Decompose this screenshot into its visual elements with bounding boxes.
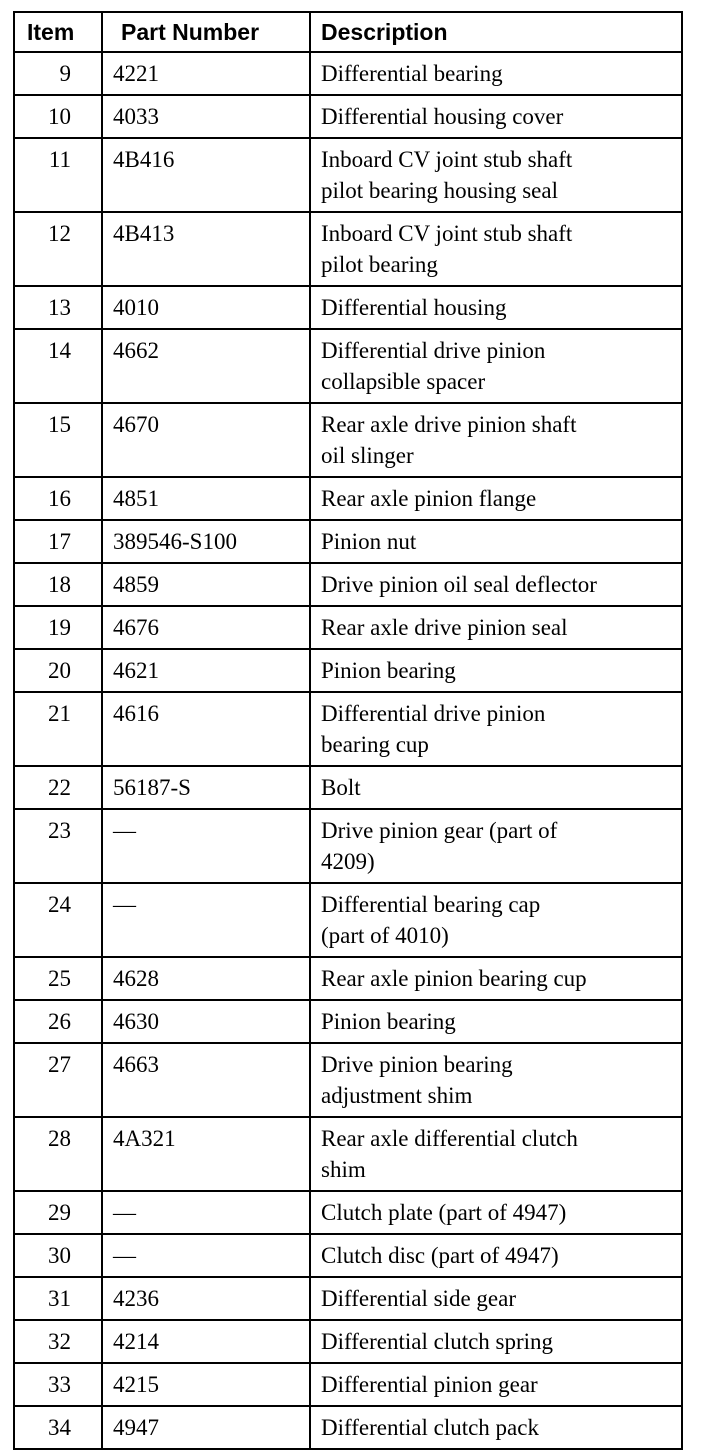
description-cell: Differential clutch spring xyxy=(310,1320,682,1363)
description-cell: Differential clutch pack xyxy=(310,1406,682,1449)
item-number-cell: 23 xyxy=(14,809,102,883)
column-header-item: Item xyxy=(14,12,102,52)
table-row xyxy=(14,1000,682,1043)
part-number-cell: — xyxy=(102,1234,310,1277)
description-cell: Pinion bearing xyxy=(310,649,682,692)
table-row xyxy=(14,212,682,286)
item-number-cell: 10 xyxy=(14,95,102,138)
part-number-cell: 4630 xyxy=(102,1000,310,1043)
description-cell: Drive pinion gear (part of 4209) xyxy=(310,809,682,883)
part-number-cell: 4616 xyxy=(102,692,310,766)
item-number-cell: 22 xyxy=(14,766,102,809)
item-number-cell: 21 xyxy=(14,692,102,766)
table-row xyxy=(14,957,682,1000)
table-row xyxy=(14,883,682,957)
part-number-cell: 4663 xyxy=(102,1043,310,1117)
description-cell: Differential housing xyxy=(310,286,682,329)
description-cell: Rear axle drive pinion shaft oil slinger xyxy=(310,403,682,477)
table-body xyxy=(14,52,682,1449)
table-row xyxy=(14,692,682,766)
part-number-cell: 4010 xyxy=(102,286,310,329)
part-number-cell: 4662 xyxy=(102,329,310,403)
description-cell: Rear axle pinion flange xyxy=(310,477,682,520)
description-cell: Differential side gear xyxy=(310,1277,682,1320)
description-cell: Pinion nut xyxy=(310,520,682,563)
item-number-cell: 11 xyxy=(14,138,102,212)
item-number-cell: 12 xyxy=(14,212,102,286)
description-cell: Rear axle differential clutch shim xyxy=(310,1117,682,1191)
item-number-cell: 26 xyxy=(14,1000,102,1043)
item-number-cell: 32 xyxy=(14,1320,102,1363)
table-row xyxy=(14,52,682,95)
part-number-cell: 4676 xyxy=(102,606,310,649)
item-number-cell: 14 xyxy=(14,329,102,403)
part-number-cell: 4670 xyxy=(102,403,310,477)
table-row xyxy=(14,95,682,138)
part-number-cell: 4851 xyxy=(102,477,310,520)
table-row xyxy=(14,1117,682,1191)
description-cell: Bolt xyxy=(310,766,682,809)
description-cell: Inboard CV joint stub shaft pilot bearing xyxy=(310,212,682,286)
part-number-cell: 4947 xyxy=(102,1406,310,1449)
item-number-cell: 9 xyxy=(14,52,102,95)
column-header-part-number: Part Number xyxy=(102,12,310,52)
part-number-cell: 56187-S xyxy=(102,766,310,809)
table-row xyxy=(14,1043,682,1117)
item-number-cell: 15 xyxy=(14,403,102,477)
item-number-cell: 19 xyxy=(14,606,102,649)
item-number-cell: 27 xyxy=(14,1043,102,1117)
table-row xyxy=(14,1320,682,1363)
table-row xyxy=(14,138,682,212)
description-cell: Inboard CV joint stub shaft pilot bearing housing seal xyxy=(310,138,682,212)
item-number-cell: 18 xyxy=(14,563,102,606)
part-number-cell: — xyxy=(102,883,310,957)
item-number-cell: 33 xyxy=(14,1363,102,1406)
table-row xyxy=(14,403,682,477)
item-number-cell: 17 xyxy=(14,520,102,563)
description-cell: Pinion bearing xyxy=(310,1000,682,1043)
description-cell: Drive pinion oil seal deflector xyxy=(310,563,682,606)
table-row xyxy=(14,1191,682,1234)
description-cell: Differential drive pinion collapsible spacer xyxy=(310,329,682,403)
table-row xyxy=(14,563,682,606)
item-number-cell: 31 xyxy=(14,1277,102,1320)
part-number-cell: 4033 xyxy=(102,95,310,138)
parts-table xyxy=(13,11,683,1450)
description-cell: Clutch disc (part of 4947) xyxy=(310,1234,682,1277)
table-row xyxy=(14,520,682,563)
part-number-cell: 4221 xyxy=(102,52,310,95)
table-row xyxy=(14,286,682,329)
table-header-row xyxy=(14,12,682,52)
table-row xyxy=(14,1363,682,1406)
description-cell: Differential bearing cap (part of 4010) xyxy=(310,883,682,957)
table-row xyxy=(14,1234,682,1277)
item-number-cell: 28 xyxy=(14,1117,102,1191)
description-cell: Clutch plate (part of 4947) xyxy=(310,1191,682,1234)
description-cell: Differential pinion gear xyxy=(310,1363,682,1406)
part-number-cell: 389546-S100 xyxy=(102,520,310,563)
part-number-cell: 4B416 xyxy=(102,138,310,212)
item-number-cell: 16 xyxy=(14,477,102,520)
description-cell: Differential drive pinion bearing cup xyxy=(310,692,682,766)
part-number-cell: 4B413 xyxy=(102,212,310,286)
table-row xyxy=(14,606,682,649)
part-number-cell: — xyxy=(102,809,310,883)
table-row xyxy=(14,329,682,403)
item-number-cell: 20 xyxy=(14,649,102,692)
part-number-cell: 4859 xyxy=(102,563,310,606)
column-header-description: Description xyxy=(310,12,682,52)
description-cell: Drive pinion bearing adjustment shim xyxy=(310,1043,682,1117)
table-row xyxy=(14,649,682,692)
item-number-cell: 30 xyxy=(14,1234,102,1277)
item-number-cell: 24 xyxy=(14,883,102,957)
part-number-cell: 4A321 xyxy=(102,1117,310,1191)
description-cell: Differential housing cover xyxy=(310,95,682,138)
description-cell: Differential bearing xyxy=(310,52,682,95)
table-row xyxy=(14,1406,682,1449)
item-number-cell: 25 xyxy=(14,957,102,1000)
part-number-cell: 4621 xyxy=(102,649,310,692)
item-number-cell: 29 xyxy=(14,1191,102,1234)
table-row xyxy=(14,1277,682,1320)
part-number-cell: 4215 xyxy=(102,1363,310,1406)
item-number-cell: 34 xyxy=(14,1406,102,1449)
table-row xyxy=(14,809,682,883)
part-number-cell: 4236 xyxy=(102,1277,310,1320)
part-number-cell: 4628 xyxy=(102,957,310,1000)
description-cell: Rear axle pinion bearing cup xyxy=(310,957,682,1000)
part-number-cell: 4214 xyxy=(102,1320,310,1363)
table-row xyxy=(14,477,682,520)
item-number-cell: 13 xyxy=(14,286,102,329)
description-cell: Rear axle drive pinion seal xyxy=(310,606,682,649)
part-number-cell: — xyxy=(102,1191,310,1234)
table-row xyxy=(14,766,682,809)
